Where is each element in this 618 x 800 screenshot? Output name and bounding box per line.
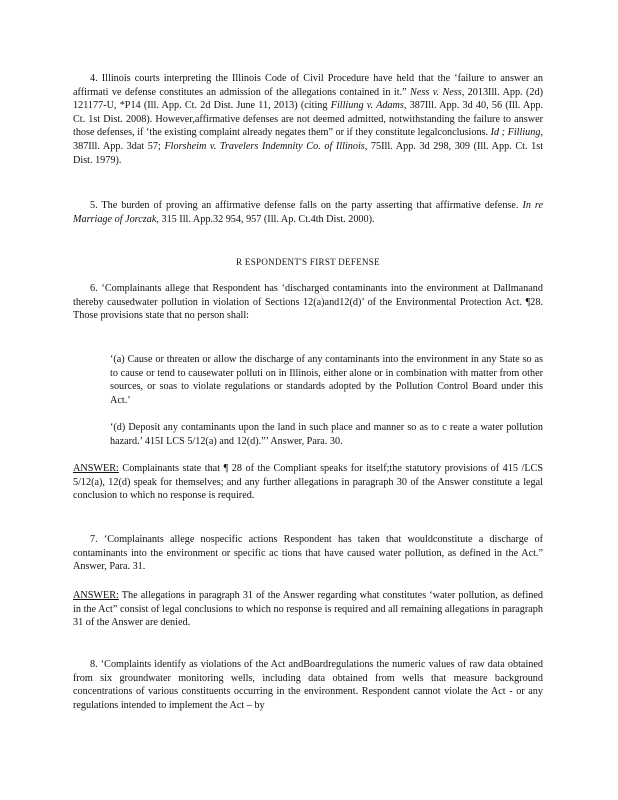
answer-text: The allegations in paragraph 31 of the Answer regarding what constitutes ‘water pollution, as defined in the Act” consist of legal conclusions to which no response is required and all remaining allegations in paragraph 31 of the Answer are denied.	[73, 590, 543, 629]
paragraph-5	[73, 199, 543, 226]
citation-ness: Ness v. Ness	[410, 86, 462, 98]
para4-text-d: , 387Ill. App. 3dat 57;	[73, 127, 543, 152]
citation-florsheim: Florsheim v. Travelers Indemnity Co. of Illinois	[164, 140, 365, 152]
para5-text-b: , 315 Ill. App.32 954, 957 (Ill. Ap. Ct.4th Dist. 2000).	[156, 213, 375, 225]
quote-subsection-d: ‘(d) Deposit any contaminants upon the land in such place and manner so as to c reate a water pollution hazard.’ 415I LCS 5/12(a) and 12(d).”’ Answer, Para. 30.	[110, 422, 543, 447]
section-heading: R ESPONDENT'S FIRST DEFENSE	[236, 257, 380, 267]
paragraph-6: 6. ‘Complainants allege that Respondent has ‘discharged contaminants into the environment at Dallmanand thereby causedwater pollution in violation of Sections 12(a)and12(d)’ of the Environmental Protection Act. ¶28. Those provisions state that no person shall:	[73, 283, 543, 322]
paragraph-8: 8. ‘Complaints identify as violations of the Act andBoardregulations the numeric values of raw data obtained from six groundwater monitoring wells, including data obtained from wells that measure background concentrations of various constituents occurring in the environment. Respondent cannot violate the Act - or any regulations intended to implement the Act – by	[73, 659, 543, 711]
answer-text: Complainants state that ¶ 28 of the Compliant speaks for itself;the statutory provisions of 415 /LCS 5/12(a), 12(d) speak for themselves; and any further allegations in paragraph 30 of the Answer constitute a legal conclusion to which no response is required.	[73, 463, 543, 502]
answer-label: ANSWER:	[73, 590, 119, 601]
para4-text-e: , 75Ill. App. 3d 298, 309 (Ill. App. Ct. 1st Dist. 1979).	[73, 140, 544, 166]
citation-id-filliung: Id ; Filliung	[490, 127, 541, 139]
para4-text-c: , 387Ill. App. 3d 40, 56 (Ill. App. Ct. 1st Dist. 2008). However,affirmative defenses are not deemed admitted, notwithstanding the failure to answer those defenses, if ‘the existing complaint already negates them” or if they constitute legalconclusions.	[73, 100, 544, 139]
citation-filliung: Filliung v. Adams	[330, 100, 404, 112]
paragraph-4	[73, 72, 543, 167]
para5-text-a: 5. The burden of proving an affirmative defense falls on the party asserting that affirmative defense.	[90, 200, 519, 211]
answer-label: ANSWER:	[73, 463, 119, 474]
answer-paragraph-6	[73, 462, 543, 503]
answer-paragraph-7	[73, 589, 543, 630]
quote-subsection-a: ‘(a) Cause or threaten or allow the discharge of any contaminants into the environment in any State so as to cause or tend to causewater polluti on in Illinois, either alone or in combination with matter from other sources, or soas to violate regulations or standards adopted by the Pollution Control Board under this Act.’	[110, 354, 543, 406]
citation-jorczak: In re Marriage of Jorczak	[73, 200, 544, 225]
para4-text-a: 4. Illinois courts interpreting the Illinois Code of Civil Procedure have held that the ‘failure to answer an affirmati ve defense constitutes an admission of the allegations contained in it.”	[73, 73, 543, 98]
para4-text-b: , 2013Ill. App. (2d) 121177-U, *P14 (Ill. App. Ct. 2d Dist. June 11, 2013) (citing	[73, 86, 543, 112]
paragraph-7: 7. ‘Complainants allege nospecific actions Respondent has taken that wouldconstitute a discharge of contaminants into the environment or specific ac tions that have caused water pollution, as defined in the Act.” Answer, Para. 31.	[73, 534, 543, 573]
